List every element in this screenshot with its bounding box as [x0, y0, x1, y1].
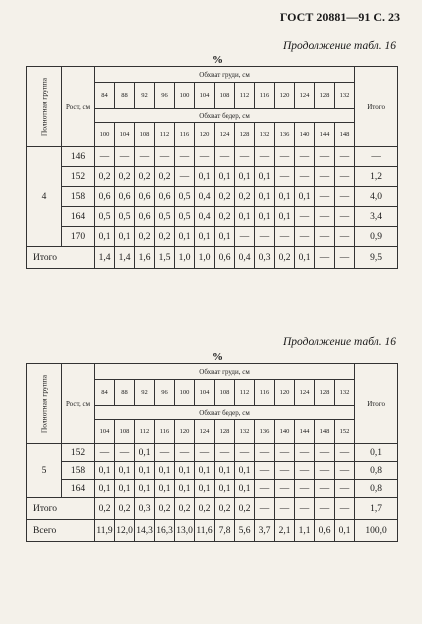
- data-cell: —: [295, 480, 315, 498]
- data-cell: 0,2: [215, 207, 235, 227]
- chest-value: 120: [275, 83, 295, 109]
- hip-value: 112: [155, 123, 175, 147]
- data-cell: 0,4: [195, 207, 215, 227]
- data-cell: 0,1: [255, 207, 275, 227]
- data-cell: 1,0: [175, 247, 195, 269]
- table-row: [27, 227, 398, 247]
- chest-value: 92: [135, 380, 155, 406]
- hip-value: 100: [95, 123, 115, 147]
- data-cell: 0,1: [115, 462, 135, 480]
- data-cell: 11,9: [95, 520, 115, 542]
- data-cell: —: [295, 462, 315, 480]
- data-cell: 0,1: [335, 520, 355, 542]
- data-cell: 0,1: [155, 462, 175, 480]
- total-row: [27, 247, 398, 269]
- data-cell: 0,6: [135, 207, 155, 227]
- height-value: 152: [62, 167, 95, 187]
- data-cell: 0,1: [175, 227, 195, 247]
- grand-total-row: [27, 520, 398, 542]
- data-cell: —: [335, 207, 355, 227]
- hip-header: Обхват бедер, см: [95, 109, 355, 123]
- page-header: ГОСТ 20881—91 С. 23: [279, 10, 400, 24]
- hip-value: 116: [155, 420, 175, 444]
- height-value: 164: [62, 207, 95, 227]
- data-cell: 0,1: [115, 227, 135, 247]
- data-cell: 2,1: [275, 520, 295, 542]
- data-cell: —: [275, 462, 295, 480]
- chest-value: 92: [135, 83, 155, 109]
- hip-value: 128: [215, 420, 235, 444]
- data-cell: —: [255, 480, 275, 498]
- table-row: [27, 444, 398, 462]
- data-cell: 0,2: [215, 187, 235, 207]
- data-cell: 0,1: [95, 480, 115, 498]
- hip-value: 124: [215, 123, 235, 147]
- hip-value: 128: [235, 123, 255, 147]
- data-cell: 0,1: [175, 462, 195, 480]
- data-cell: —: [175, 147, 195, 167]
- data-cell: 0,1: [235, 462, 255, 480]
- data-cell: 0,1: [95, 227, 115, 247]
- table-row: [27, 207, 398, 227]
- table-continuation-caption-1: Продолжение табл. 16: [283, 40, 396, 52]
- data-cell: 0,6: [155, 187, 175, 207]
- data-cell: —: [135, 147, 155, 167]
- chest-value: 124: [295, 380, 315, 406]
- data-cell: —: [255, 444, 275, 462]
- chest-value: 128: [315, 83, 335, 109]
- data-cell: 0,1: [215, 480, 235, 498]
- percent-label-2: %: [212, 351, 223, 363]
- total-row: [27, 498, 398, 520]
- data-cell: 0,2: [115, 498, 135, 520]
- data-cell: 0,2: [115, 167, 135, 187]
- group-value: 5: [27, 444, 62, 498]
- data-cell: 0,2: [215, 498, 235, 520]
- grand-total-row-label: Всего: [27, 520, 95, 542]
- row-total: 1,2: [355, 167, 398, 187]
- hip-value: 152: [335, 420, 355, 444]
- chest-value: 108: [215, 83, 235, 109]
- data-cell: 0,2: [235, 498, 255, 520]
- data-cell: 0,2: [235, 187, 255, 207]
- data-cell: 0,5: [155, 207, 175, 227]
- data-cell: —: [335, 187, 355, 207]
- chest-value: 100: [175, 83, 195, 109]
- table-row: [27, 462, 398, 480]
- data-cell: 0,5: [115, 207, 135, 227]
- chest-value: 100: [175, 380, 195, 406]
- data-cell: —: [335, 247, 355, 269]
- data-cell: 0,1: [175, 480, 195, 498]
- row-total: 0,1: [355, 444, 398, 462]
- percent-label-1: %: [212, 54, 223, 66]
- data-cell: 1,4: [95, 247, 115, 269]
- hip-value: 116: [175, 123, 195, 147]
- hip-value: 144: [315, 123, 335, 147]
- data-cell: 7,8: [215, 520, 235, 542]
- data-cell: 0,1: [295, 187, 315, 207]
- data-cell: —: [255, 462, 275, 480]
- data-cell: 0,1: [235, 167, 255, 187]
- hip-header: Обхват бедер, см: [95, 406, 355, 420]
- data-cell: 0,1: [235, 480, 255, 498]
- data-cell: 0,1: [295, 247, 315, 269]
- table-continuation-caption-2: Продолжение табл. 16: [283, 336, 396, 348]
- data-cell: 0,1: [195, 480, 215, 498]
- hip-value: 144: [295, 420, 315, 444]
- data-cell: —: [315, 207, 335, 227]
- hip-value: 108: [115, 420, 135, 444]
- data-cell: 1,0: [195, 247, 215, 269]
- chest-value: 96: [155, 380, 175, 406]
- data-cell: —: [275, 444, 295, 462]
- height-value: 164: [62, 480, 95, 498]
- chest-value: 84: [95, 380, 115, 406]
- data-cell: —: [335, 462, 355, 480]
- chest-value: 116: [255, 380, 275, 406]
- data-cell: 0,1: [135, 462, 155, 480]
- data-cell: —: [315, 498, 335, 520]
- hip-value: 132: [255, 123, 275, 147]
- data-cell: —: [255, 147, 275, 167]
- data-cell: 0,5: [95, 207, 115, 227]
- data-cell: 0,3: [135, 498, 155, 520]
- chest-value: 88: [115, 83, 135, 109]
- row-total: 0,8: [355, 480, 398, 498]
- data-cell: 5,6: [235, 520, 255, 542]
- height-header: Рост, см: [62, 67, 95, 147]
- chest-value: 104: [195, 380, 215, 406]
- data-cell: 0,4: [195, 187, 215, 207]
- data-cell: 0,1: [255, 167, 275, 187]
- data-cell: 0,5: [175, 207, 195, 227]
- table-1: [26, 66, 398, 269]
- data-cell: —: [275, 498, 295, 520]
- hip-value: 112: [135, 420, 155, 444]
- data-cell: —: [335, 444, 355, 462]
- hip-value: 140: [275, 420, 295, 444]
- data-cell: —: [195, 147, 215, 167]
- data-cell: 0,2: [275, 247, 295, 269]
- data-cell: —: [295, 147, 315, 167]
- row-total: 0,8: [355, 462, 398, 480]
- data-cell: —: [295, 207, 315, 227]
- hip-value: 120: [175, 420, 195, 444]
- hip-value: 104: [95, 420, 115, 444]
- group-header-text: Полнотная группа: [39, 77, 49, 136]
- data-cell: —: [195, 444, 215, 462]
- data-cell: 0,1: [115, 480, 135, 498]
- data-cell: 0,4: [235, 247, 255, 269]
- data-cell: 0,1: [215, 167, 235, 187]
- data-cell: 0,1: [155, 480, 175, 498]
- data-cell: 1,5: [155, 247, 175, 269]
- table-2: [26, 363, 398, 542]
- data-cell: 0,1: [135, 480, 155, 498]
- data-cell: 1,1: [295, 520, 315, 542]
- data-cell: 0,2: [195, 498, 215, 520]
- data-cell: 0,5: [175, 187, 195, 207]
- data-cell: 0,2: [155, 227, 175, 247]
- group-value: 4: [27, 147, 62, 247]
- height-value: 170: [62, 227, 95, 247]
- hip-value: 120: [195, 123, 215, 147]
- height-value: 158: [62, 187, 95, 207]
- data-cell: —: [295, 227, 315, 247]
- row-total: 3,4: [355, 207, 398, 227]
- data-cell: —: [315, 462, 335, 480]
- row-total: 4,0: [355, 187, 398, 207]
- hip-value: 132: [235, 420, 255, 444]
- data-cell: —: [335, 147, 355, 167]
- data-cell: —: [295, 498, 315, 520]
- data-cell: 0,2: [135, 167, 155, 187]
- data-cell: 0,2: [95, 498, 115, 520]
- data-cell: 0,2: [155, 498, 175, 520]
- data-cell: 14,3: [135, 520, 155, 542]
- data-cell: —: [315, 247, 335, 269]
- total-row-label: Итого: [27, 247, 95, 269]
- data-cell: 0,1: [195, 167, 215, 187]
- chest-header: Обхват груди, см: [95, 67, 355, 83]
- data-cell: 0,1: [275, 187, 295, 207]
- height-header: Рост, см: [62, 364, 95, 444]
- group-header: [27, 67, 62, 147]
- data-cell: —: [315, 444, 335, 462]
- data-cell: —: [275, 147, 295, 167]
- hip-value: 148: [315, 420, 335, 444]
- data-cell: —: [175, 444, 195, 462]
- data-cell: 0,6: [315, 520, 335, 542]
- row-total: 100,0: [355, 520, 398, 542]
- data-cell: —: [95, 147, 115, 167]
- data-cell: 0,1: [275, 207, 295, 227]
- height-value: 152: [62, 444, 95, 462]
- data-cell: —: [335, 480, 355, 498]
- data-cell: —: [115, 444, 135, 462]
- data-cell: 0,6: [115, 187, 135, 207]
- data-cell: 0,1: [215, 227, 235, 247]
- data-cell: —: [155, 147, 175, 167]
- data-cell: —: [315, 480, 335, 498]
- data-cell: 0,1: [255, 187, 275, 207]
- table-row: [27, 147, 398, 167]
- data-cell: 0,1: [195, 462, 215, 480]
- table-row: [27, 167, 398, 187]
- data-cell: 13,0: [175, 520, 195, 542]
- table-row: [27, 187, 398, 207]
- total-header: Итого: [355, 364, 398, 444]
- total-row-label: Итого: [27, 498, 95, 520]
- data-cell: —: [235, 147, 255, 167]
- hip-value: 136: [255, 420, 275, 444]
- data-cell: —: [315, 167, 335, 187]
- data-cell: —: [275, 167, 295, 187]
- chest-value: 96: [155, 83, 175, 109]
- data-cell: —: [235, 227, 255, 247]
- data-cell: 0,6: [135, 187, 155, 207]
- data-cell: 0,6: [95, 187, 115, 207]
- chest-value: 120: [275, 380, 295, 406]
- chest-value: 116: [255, 83, 275, 109]
- data-cell: 0,6: [215, 247, 235, 269]
- hip-value: 148: [335, 123, 355, 147]
- row-total: 9,5: [355, 247, 398, 269]
- data-cell: —: [295, 444, 315, 462]
- hip-value: 108: [135, 123, 155, 147]
- data-cell: —: [155, 444, 175, 462]
- hip-value: 104: [115, 123, 135, 147]
- data-cell: 0,2: [95, 167, 115, 187]
- hip-value: 124: [195, 420, 215, 444]
- data-cell: —: [115, 147, 135, 167]
- hip-value: 136: [275, 123, 295, 147]
- data-cell: 11,6: [195, 520, 215, 542]
- chest-header: Обхват груди, см: [95, 364, 355, 380]
- chest-value: 128: [315, 380, 335, 406]
- data-cell: —: [315, 227, 335, 247]
- hip-value: 140: [295, 123, 315, 147]
- data-cell: —: [255, 227, 275, 247]
- chest-value: 112: [235, 83, 255, 109]
- height-value: 158: [62, 462, 95, 480]
- data-cell: —: [175, 167, 195, 187]
- chest-value: 132: [335, 83, 355, 109]
- data-cell: 0,1: [135, 444, 155, 462]
- data-cell: 12,0: [115, 520, 135, 542]
- data-cell: 16,3: [155, 520, 175, 542]
- data-cell: —: [335, 167, 355, 187]
- data-cell: 0,1: [95, 462, 115, 480]
- data-cell: —: [215, 147, 235, 167]
- data-cell: —: [95, 444, 115, 462]
- data-cell: —: [255, 498, 275, 520]
- data-cell: 0,3: [255, 247, 275, 269]
- chest-value: 132: [335, 380, 355, 406]
- row-total: 1,7: [355, 498, 398, 520]
- table-row: [27, 480, 398, 498]
- data-cell: 0,2: [135, 227, 155, 247]
- chest-value: 104: [195, 83, 215, 109]
- data-cell: 3,7: [255, 520, 275, 542]
- row-total: 0,9: [355, 227, 398, 247]
- data-cell: —: [295, 167, 315, 187]
- chest-value: 124: [295, 83, 315, 109]
- data-cell: 0,1: [195, 227, 215, 247]
- data-cell: —: [315, 147, 335, 167]
- height-value: 146: [62, 147, 95, 167]
- data-cell: 0,2: [175, 498, 195, 520]
- data-cell: —: [275, 227, 295, 247]
- chest-value: 88: [115, 380, 135, 406]
- data-cell: —: [215, 444, 235, 462]
- chest-value: 108: [215, 380, 235, 406]
- total-header: Итого: [355, 67, 398, 147]
- group-header: [27, 364, 62, 444]
- chest-value: 112: [235, 380, 255, 406]
- data-cell: 0,1: [215, 462, 235, 480]
- data-cell: 1,4: [115, 247, 135, 269]
- data-cell: —: [335, 498, 355, 520]
- group-header-text: Полнотная группа: [39, 374, 49, 433]
- data-cell: 0,2: [155, 167, 175, 187]
- data-cell: —: [235, 444, 255, 462]
- data-cell: 0,1: [235, 207, 255, 227]
- data-cell: —: [335, 227, 355, 247]
- data-cell: 1,6: [135, 247, 155, 269]
- row-total: —: [355, 147, 398, 167]
- data-cell: —: [275, 480, 295, 498]
- chest-value: 84: [95, 83, 115, 109]
- data-cell: —: [315, 187, 335, 207]
